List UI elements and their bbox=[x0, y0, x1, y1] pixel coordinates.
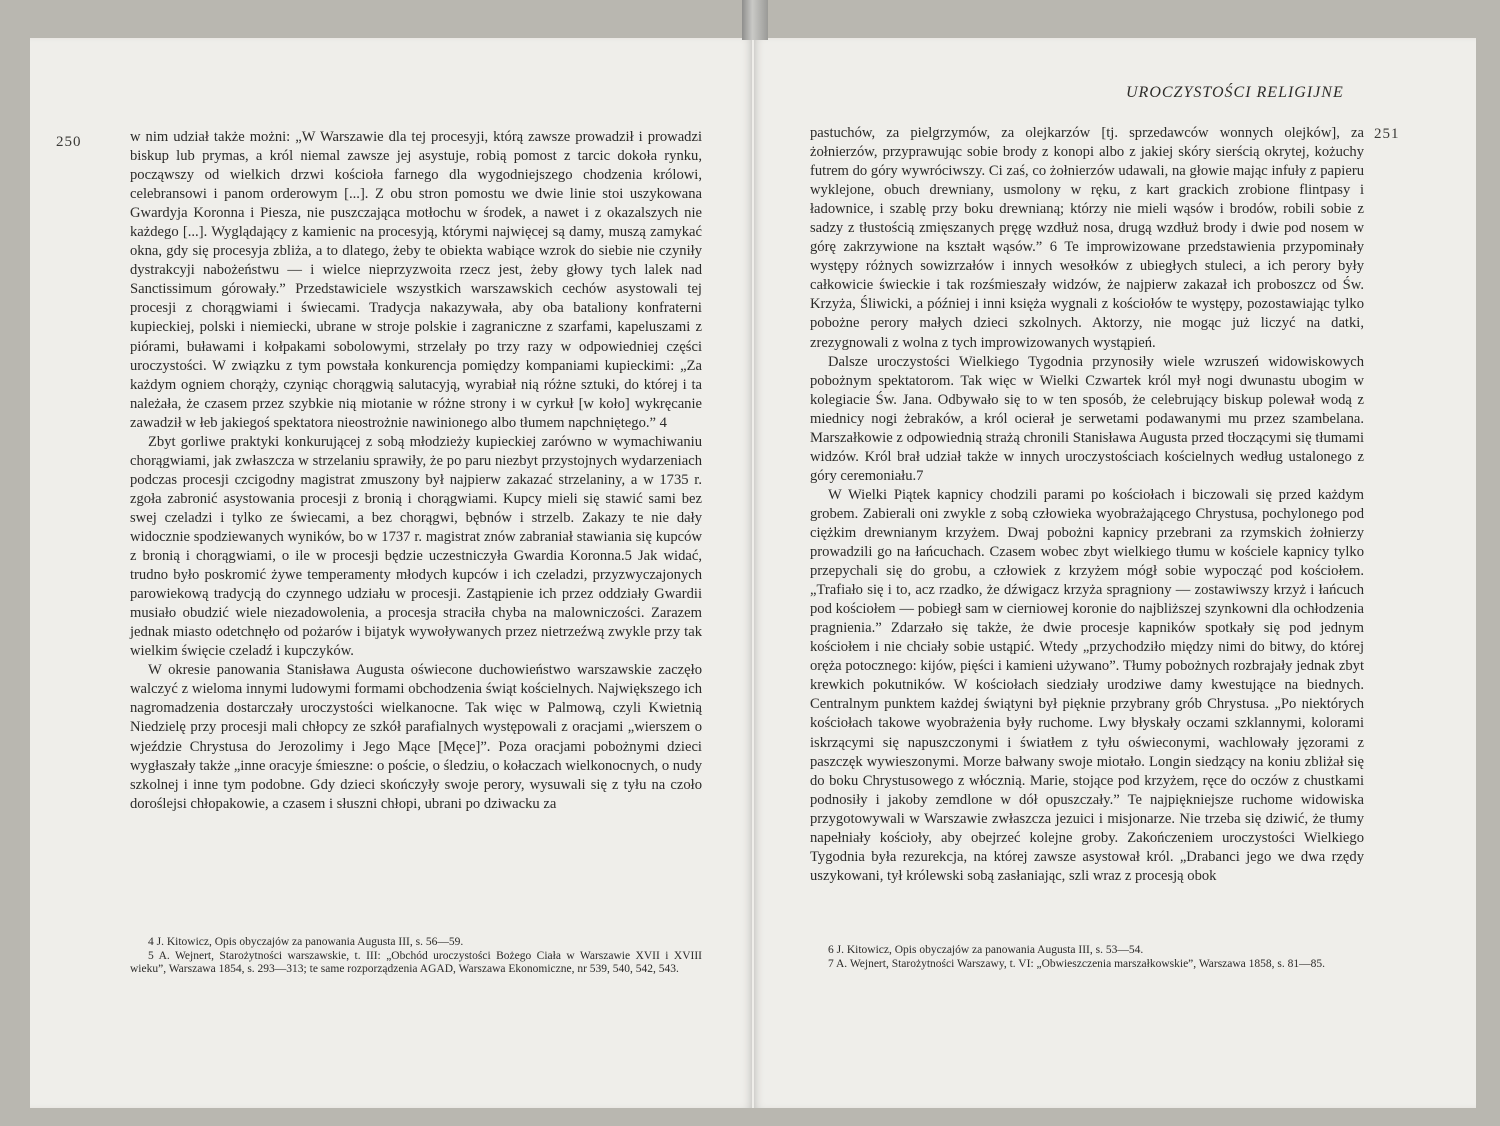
footnote-6: 6 J. Kitowicz, Opis obyczajów za panowania Augusta III, s. 53—54. bbox=[828, 944, 1144, 956]
right-paragraph-2: Dalsze uroczystości Wielkiego Tygodnia przynosiły wiele wzruszeń widowiskowych pobożnym spektatorom. Tak więc w Wielki Czwartek król mył nogi dwunastu ubogim w kolegiacie Św. Jana. Odbywało się to w ten sposób, że celebrujący biskup polewał wodą z miednicy nogi żebraków, a król ocierał je serwetami podawanymi mu przez szambelana. Marszałkowie z odpowiednią strażą chronili Stanisława Augusta przed tłoczącymi się tłumami widzów. Król brał udział także w innych uroczystościach kościelnych według ustalonego z góry ceremoniału.7 bbox=[810, 353, 1364, 484]
left-paragraph-2: Zbyt gorliwe praktyki konkurującej z sobą młodzieży kupieckiej zarówno w wymachiwaniu chorągwiami, jak zwłaszcza w strzelaniu sprawiły, że po paru niezbyt przystojnych wydarzeniach podczas procesji czcigodny magistrat zmuszony był najpierw zakazać strzelaniny, a w 1735 r. zgoła zabronić asystowania procesji z bronią i chorągwiami. Kupcy mieli się stawić sami bez swej czeladzi i tylko ze świecami, a bez chorągwi, bębnów i strzelb. Zakazy te nie dały widocznie spodziewanych wyników, bo w 1737 r. magistrat znów zabraniał stawiania się kupców z bronią i chorągwiami, o ile w procesji będzie uczestniczyła Gwardia Koronna.5 Jak widać, trudno było poskromić żywe temperamenty młodych kupców i ich czeladzi, przyzwyczajonych parowiekową tradycją do czynnego udziału w procesji. Zastąpienie ich przez oddziały Gwardii musiało obudzić wiele niezadowolenia, a procesja straciła chyba na malowniczości. Zarazem jednak miasto odetchnęło od pożarów i bijatyk wywoływanych przez nietrzeźwą zwykle przy tak wielkim święcie czeladź i kupczyków. bbox=[130, 433, 702, 660]
left-body-text bbox=[130, 128, 702, 814]
right-paragraph-1: pastuchów, za pielgrzymów, za olejkarzów [tj. sprzedawców wonnych olejków], za żołnierzów, przyprawując sobie brody z konopi albo z jakiej skóry sierścią okrytej, kożuchy futrem do góry wywróciwszy. Ci zaś, co żołnierzów udawali, na głowie mając infuły z papieru wyklejone, obuch drewniany, usmolony w ręku, z kart grackich zrobione flintpasy i ładownice, i szablę przy boku drewnianą; którzy nie mieli wąsów i brodów, robili sobie z sadzy z tłustością zmięszanych pręgę wzdłuż nosa, drugą wzdłuż brody i dwie pod nosem w górę zakrzywione na kształt wąsów.” 6 Te improwizowane przedstawienia przypominały występy różnych sowizrzałów i innych wesołków z ubiegłych stuleci, a ich perory były całkowicie świeckie i tak rozśmieszały widzów, że najpierw zakazał ich proboszcz od Św. Krzyża, Śliwicki, a później i inni księża wygnali z kościołów te występy, pozostawiając tylko pobożne perory małych dzieci szkolnych. Aktorzy, nie mogąc już liczyć na datki, zrezygnowali z wolna z tych improwizowanych wystąpień. bbox=[810, 125, 1364, 351]
book-spine-binding bbox=[742, 0, 768, 40]
page-number-right: 251 bbox=[1374, 126, 1400, 142]
left-paragraph-1: w nim udział także możni: „W Warszawie dla tej procesyji, którą zawsze prowadził i prowadzi biskup lub prymas, a król niemal zawsze jej asystuje, robią pomost z tarcic dokoła rynku, począwszy od wielkich drzwi kościoła farnego dla wygodniejszego chodzenia królowi, celebransowi i panom orderowym [...]. Z obu stron pomostu we dwie linie stoi uszykowana Gwardyja Koronna i Piesza, nie puszczająca motłochu w środek, a nawet i z okazalszych nie każdego [...]. Wyglądający z kamienic na procesyją, którymi najwięcej są damy, muszą zamykać okna, gdy się procesyja zbliża, a to dlatego, żeby te obiekta wabiące wzrok do siebie nie czyniły dystrakcyji nabożeństwu — i wielce nieprzyzwoita rzecz jest, żeby głowy tych lalek nad Sanctissimum górowały.” Przedstawiciele wszystkich warszawskich cechów asystowali tej procesji z chorągwiami i świecami. Tradycja nakazywała, aby oba bataliony konfraterni kupieckiej, polski i niemiecki, ubrane w stroje polskie i zagraniczne z szarfami, kapeluszami z piórami, buławami i kołpakami sobolowymi, strzelały po trzy razy w odpowiedniej części uroczystości. W związku z tym powstała konkurencja pomiędzy kompaniami kupieckimi: „Za każdym ogniem chorąży, czyniąc chorągwią salutacyją, wyrabiał nią różne sztuki, do której i ta należała, że czasem przez szybkie nią miotanie w różne strony i w cyrkuł [w koło] wykręcanie zawadził w łeb jakiegoś spektatora nieostrożnie nawinionego albo tłumem napchniętego.” 4 bbox=[130, 129, 702, 431]
left-paragraph-3: W okresie panowania Stanisława Augusta oświecone duchowieństwo warszawskie zaczęło walczyć z wieloma innymi ludowymi formami obchodzenia świąt kościelnych. Największego ich nagromadzenia dostarczały uroczystości wielkanocne. Tak więc w Palmową, czyli Kwietnią Niedzielę przy procesji mali chłopcy ze szkół parafialnych występowali z oracjami „wierszem o wjeździe Chrystusa do Jerozolimy i Jego Mące [Męce]”. Poza oracjami pobożnymi dzieci wygłaszały także „inne oracyje śmieszne: o poście, o śledziu, o kołaczach wielkonocnych, o nudy szkolnej i inne tym podobne. Gdy dzieci skończyły swoje perory, wysuwali się z tyłu na czoło doroślejsi chłopakowie, a czasem i słuszni chłopi, ubrani po dziwacku za bbox=[130, 662, 702, 812]
page-number-left: 250 bbox=[56, 134, 82, 150]
running-head: UROCZYSTOŚCI RELIGIJNE bbox=[1126, 84, 1344, 101]
footnote-5: 5 A. Wejnert, Starożytności warszawskie, t. III: „Obchód uroczystości Bożego Ciała w Warszawie XVII i XVIII wieku”, Warszawa 1854, s. 293—313; te same rozporządzenia AGAD, Warszawa Ekonomiczne, nr 539, 540, 542, 543. bbox=[130, 949, 702, 976]
right-footnotes bbox=[810, 944, 1364, 971]
right-paragraph-3: W Wielki Piątek kapnicy chodzili parami po kościołach i biczowali się przed każdym grobem. Zabierali oni zwykle z sobą człowieka wyobrażającego Chrystusa, pochylonego pod ciężkim drewnianym krzyżem. Dwaj pobożni kapnicy przebrani za rzymskich żołnierzy prowadzili go na łańcuchach. Czasem wobec zbyt wielkiego tłumu w kościele kapnicy tylko przepychali się do grobu, a człowiek z krzyżem mógł sobie wypocząć pod kościołem. „Trafiało się i to, acz rzadko, że dźwigacz krzyża spragniony — zostawiwszy krzyż i łańcuch pod kościołem — pobiegł sam w cierniowej koronie do najbliższej szynkowni dla ochłodzenia pragnienia.” Zdarzało się także, że dwie procesje kapników spotkały się pod jednym kościołem i nie chciały sobie ustąpić. Wtedy „przychodziło między nimi do bitwy, do której oręża potocznego: kijów, pięści i kamieni używano”. Tłumy pobożnych rozbrajały jednak zbyt krewkich pokutników. W kościołach siedziały urodziwe damy kwestujące na biednych. Centralnym punktem każdej świątyni był pięknie przybrany grób Chrystusa. „Po niektórych kościołach takowe wyobrażenia były ruchome. Lwy błyskały oczami szklannymi, kolorami iskrzącymi się napuszczonymi i światłem z tyłu oświeconymi, wachlowały jęzorami z paszczęk wywieszonymi. Morze bałwany swoje miotało. Longin siedzący na koniu zbliżał się do boku Chrystusowego z włócznią. Marie, stojące pod krzyżem, ręce do oczów z chustkami podnosiły i jakoby zemdlone w dół opuszczały.” Te najpiękniejsze ruchome widowiska przygotowywali w Warszawie zwłaszcza jezuici i misjonarze. Nie trzeba się dziwić, że tłumy napełniały kościoły, aby obejrzeć kolejne groby. Zakończeniem uroczystości Wielkiego Tygodnia była rezurekcja, na której zawsze asystował król. „Drabanci jego we dwa rzędy uszykowani, tył królewski sobą zasłaniając, szli wraz z procesją obok bbox=[810, 486, 1364, 884]
right-body-text bbox=[810, 124, 1364, 886]
book-spread bbox=[30, 38, 1476, 1108]
left-page bbox=[30, 38, 752, 1108]
left-footnotes bbox=[130, 936, 702, 977]
right-page bbox=[754, 38, 1476, 1108]
footnote-7: 7 A. Wejnert, Starożytności Warszawy, t. VI: „Obwieszczenia marszałkowskie”, Warszawa 1858, s. 81—85. bbox=[828, 957, 1326, 970]
footnote-4: 4 J. Kitowicz, Opis obyczajów za panowania Augusta III, s. 56—59. bbox=[148, 936, 464, 948]
